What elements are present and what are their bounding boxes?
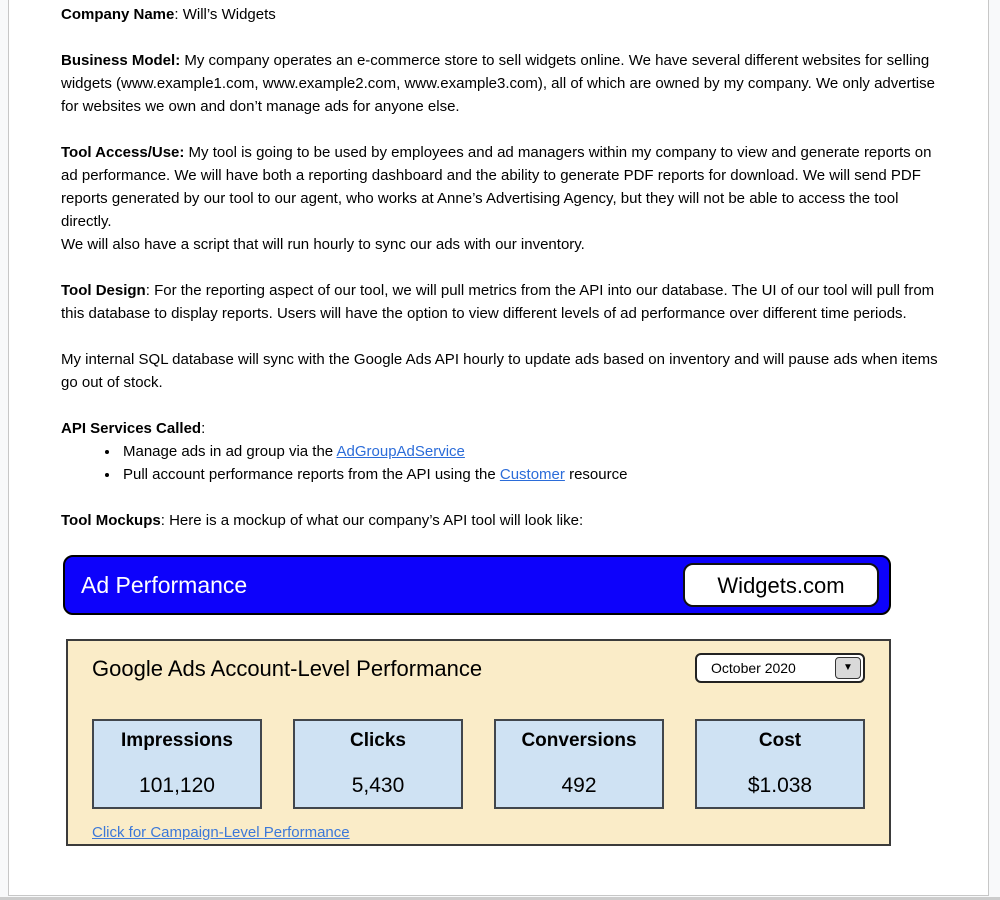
metric-value: $1.038 [747,774,813,797]
account-performance-panel [66,639,891,846]
metric-card-conversions [494,719,664,809]
doc-text: Pull account performance reports from the API using the [123,466,500,483]
metric-card-cost [695,719,865,809]
mockup-app-title: Ad Performance [81,571,248,598]
metric-label: Conversions [521,730,637,751]
doc-text: : Will’s Widgets [174,6,276,23]
metric-value: 492 [561,774,597,797]
metric-label: Cost [758,730,802,751]
panel-header [92,653,865,683]
doc-text: Tool Access/Use: [61,144,185,161]
metric-value: 101,120 [139,774,215,797]
document-page [8,0,989,896]
doc-paragraph [61,509,938,532]
doc-text: My tool is going to be used by employees and ad managers within my company to view and generate reports on ad performance. We will have both a reporting dashboard and the ability to generate PDF reports for download. We will send PDF reports generated by our tool to our agent, who works at Anne’s Advertising Agency, but they will not be able to access the tool directly. [61,144,932,230]
doc-text: My internal SQL database will sync with the Google Ads API hourly to update ads based on inventory and will pause ads when items go out of stock. [61,351,938,391]
customer-link[interactable]: Customer [499,466,565,483]
doc-paragraph [61,417,938,440]
month-dropdown[interactable] [695,653,865,683]
doc-paragraph [61,3,938,26]
bullet-item [120,440,938,463]
document-body [9,0,988,532]
widgets-site-button[interactable]: Widgets.com [683,563,879,607]
bullet-list [61,440,938,486]
metric-label: Impressions [121,730,233,751]
doc-text: : Here is a mockup of what our company’s API tool will look like: [160,512,584,529]
doc-text: My company operates an e-commerce store to sell widgets online. We have several different websites for selling widgets (www.example1.com, www.example2.com, www.example3.com), all of which are owned by my company. We only advertise for websites we own and don’t manage ads for anyone else. [61,52,935,115]
adgroupadservice-link[interactable]: AdGroupAdService [336,443,465,460]
doc-text: : For the reporting aspect of our tool, we will pull metrics from the API into our database. The UI of our tool will pull from this database to display reports. Users will have the option to view different levels of ad performance over different time periods. [61,282,935,322]
metric-label: Clicks [350,730,406,751]
mockup-section [9,555,988,846]
doc-paragraph [61,49,938,118]
doc-text: We will also have a script that will run hourly to sync our ads with our inventory. [61,236,585,253]
doc-text: Tool Design [61,282,146,299]
doc-text: : [201,420,206,437]
doc-text: Manage ads in ad group via the [123,443,337,460]
doc-paragraph [61,348,938,394]
doc-text: Company Name [61,6,175,23]
metric-value: 5,430 [351,774,405,797]
metric-card-clicks [293,719,463,809]
mockup-header-bar [63,555,891,615]
metric-cards-row [92,719,865,809]
doc-paragraph [61,279,938,325]
metric-card-impressions [92,719,262,809]
doc-text: Tool Mockups [61,512,161,529]
doc-paragraph [61,141,938,256]
panel-title: Google Ads Account-Level Performance [92,655,483,681]
doc-text: Business Model: [61,52,181,69]
dropdown-arrow-button[interactable] [835,657,861,679]
campaign-level-link[interactable]: Click for Campaign-Level Performance [92,824,350,841]
caret-down-icon: ▼ [843,662,853,673]
month-dropdown-value: October 2020 [711,659,796,676]
doc-text: API Services Called [61,420,202,437]
doc-text: resource [564,466,628,483]
bullet-item [120,463,938,486]
